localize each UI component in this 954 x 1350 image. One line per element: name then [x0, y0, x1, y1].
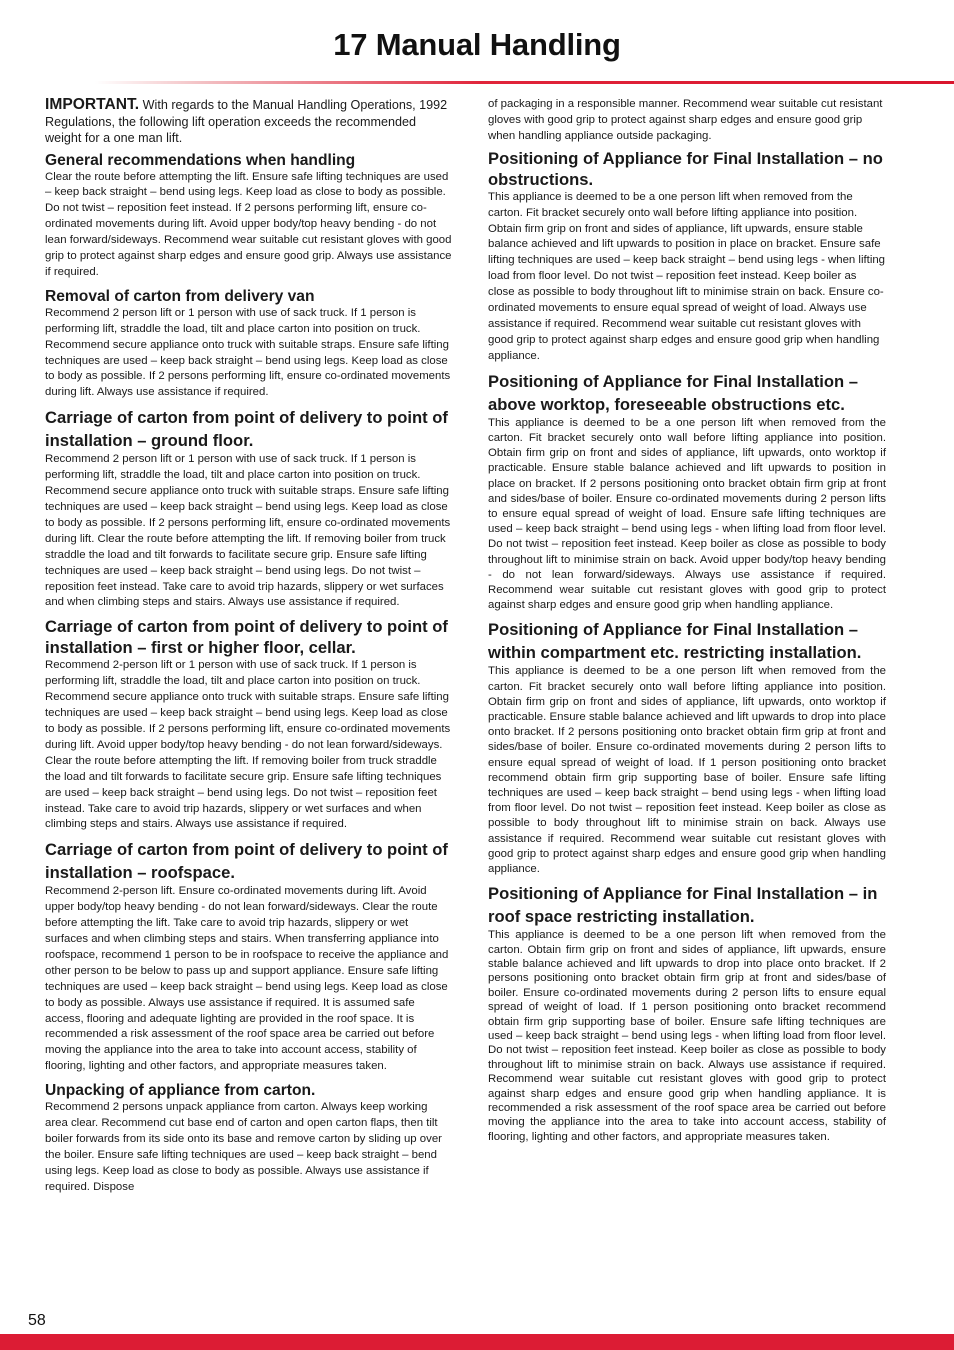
- important-label: IMPORTANT.: [45, 96, 140, 113]
- section-body-within-compartment: This appliance is deemed to be a one person lift when removed from the carton. Fit bracket securely onto wall before lifting appliance into position. Obtain firm grip on front and sides of appliance, lift upwards, onto worktop if practicable. Ensure stable balance achieved and lift upwards to drop into place onto bracket. If 2 persons positioning onto bracket obtain firm grip at front and sides/base of boiler. Ensure co-ordinated movements during 2 person lifts to ensure equal spread of weight of load. If 1 person positioning onto bracket recommend obtain firm grip supporting base of boiler. Ensure safe lifting techniques are used – keep back straight – bend using legs - when lifting load from floor level. Do not twist – reposition feet instead. Keep boiler as close as possible to body throughout lift to minimise strain on back. Always use assistance if required. Recommend wear suitable cut resistant gloves with good grip to protect against sharp edges and ensure good grip when handling appliance.: [488, 665, 886, 875]
- section-body-no-obstructions: This appliance is deemed to be a one person lift when removed from the carton. Fit bracket securely onto wall before lifting appliance into position. Obtain firm grip on front and sides of appliance, lift upwards, ensure stable balance achieved and lift upwards to position in place on bracket. Ensure safe lifting techniques are used – keep back straight – bend using legs - when lifting load from floor level. Do not twist – reposition feet instead. Keep boiler as close as possible to body throughout lift to minimise strain on back. Ensure co-ordinated movements to ensure equal spread of weight of load. Always use assistance if required. Recommend wear suitable cut resistant gloves with good grip to protect against sharp edges and ensure good grip when handling appliance.: [488, 190, 886, 362]
- section-heading-roof-space: Positioning of Appliance for Final Installation – in roof space restricting installation.: [488, 884, 878, 927]
- intro-text: With regards to the Manual Handling Operations, 1992 Regulations, the following lift operation exceeds the recommended weight for a one man lift.: [45, 98, 448, 145]
- section-body-general: Clear the route before attempting the lift. Ensure safe lifting techniques are used – keep back straight – bend using legs. Keep load as close to body as possible. Do not twist – reposition feet instead. If 2 persons performing lift, ensure co-ordinated movements during lift. Avoid upper body/top heavy bending - do not lean forward/sideways. Recommend wear suitable cut resistant gloves with good grip to protect against sharp edges and ensure good grip. Always use assistance if required.: [45, 170, 452, 278]
- left-column: [45, 97, 453, 1196]
- section-body-ground-floor: Recommend 2 person lift or 1 person with use of sack truck. If 1 person is performing lift, straddle the load, tilt and place carton into position on truck. Recommend secure appliance onto truck with suitable straps. Ensure safe lifting techniques are used – keep back straight – bend using legs. Keep load as close to body as possible. If 2 persons performing lift, ensure co-ordinated movements during lift. Clear the route before attempting the lift. If removing boiler from truck straddle the load and tilt forwards to facilitate secure grip. Ensure safe lifting techniques are used – keep back straight – bend using legs. Do not twist – reposition feet instead. Take care to avoid trip hazards, slippery or wet surfaces and when climbing steps and stairs. Always use assistance if required.: [45, 453, 451, 609]
- page-title: 17 Manual Handling: [333, 27, 621, 62]
- section-heading-higher-floor: Carriage of carton from point of delivery to point of installation – first or higher floor, cellar.: [45, 617, 448, 658]
- section-heading-ground-floor: Carriage of carton from point of delivery to point of installation – ground floor.: [45, 408, 448, 451]
- footer-bar: [0, 1334, 954, 1350]
- section-body-above-worktop: This appliance is deemed to be a one person lift when removed from the carton. Fit bracket securely onto wall before lifting appliance into position. Obtain firm grip on front and sides of appliance, lift upwards, onto worktop if practicable. Ensure stable balance achieved and lift upwards to position in place on bracket. If 2 persons positioning onto bracket obtain firm grip at front and sides/base of boiler. Ensure co-ordinated movements during 2 person lifts to ensure equal spread of weight of load. Ensure safe lifting techniques are used – keep back straight – bend using legs - when lifting load from floor level. Do not twist – reposition feet instead. Keep boiler as close as possible to body throughout lift to minimise strain on back. Avoid upper body/top heavy bending - do not lean forward/sideways. Always use assistance if required. Recommend wear suitable cut resistant gloves with good grip to protect against sharp edges and ensure good grip when handling appliance.: [488, 416, 886, 612]
- intro-paragraph: [45, 97, 453, 147]
- section-heading-general: General recommendations when handling: [45, 151, 356, 169]
- continued-unpacking-text: of packaging in a responsible manner. Recommend wear suitable cut resistant gloves with good grip to protect against sharp edges and ensure good grip when handling appliance outside packaging.: [488, 98, 883, 142]
- section-body-higher-floor: Recommend 2-person lift or 1 person with use of sack truck. If 1 person is performing lift, straddle the load, tilt and place carton into position on truck. Recommend secure appliance onto truck with suitable straps. Ensure safe lifting techniques are used – keep back straight – bend using legs. Keep load as close to body as possible. If 2 persons performing lift, ensure co-ordinated movements during lift. Avoid upper body/top heavy bending - do not lean forward/sideways. Clear the route before attempting the lift. If removing boiler from truck straddle the load and tilt forwards to facilitate secure grip. Ensure safe lifting techniques are used – keep back straight – bend using legs. Do not twist – reposition feet instead. Take care to avoid trip hazards, slippery or wet surfaces and when climbing steps and stairs. Always use assistance if required.: [45, 659, 451, 831]
- section-body-roofspace: Recommend 2-person lift. Ensure co-ordinated movements during lift. Avoid upper body/top heavy bending - do not lean forward/sideways. Clear the route before attempting the lift. Take care to avoid trip hazards, slippery or wet surfaces and when climbing steps and stairs. When transferring appliance into roofspace, recommend 1 person to be in roofspace to receive the appliance and other person to be below to pass up and support appliance. Ensure safe lifting techniques are used – keep back straight – bend using legs. Keep load as close to body as possible. Always use assistance if required. It is assumed safe access, flooring and adequate lighting are provided in the roof space. It is recommended a risk assessment of the roof space area be carried out before moving the appliance into the area to take into account access, stability of flooring, lighting and other factors, and appropriate measures taken.: [45, 885, 449, 1073]
- section-heading-removal-van: Removal of carton from delivery van: [45, 287, 315, 305]
- section-heading-roofspace: Carriage of carton from point of delivery to point of installation – roofspace.: [45, 840, 448, 883]
- section-body-roof-space: This appliance is deemed to be a one person lift when removed from the carton. Obtain firm grip on front and sides of appliance, lift upwards, ensure stable balance achieved and lift upwards to drop into place onto bracket. If 2 persons positioning onto bracket obtain firm grip at front and sides/base of boiler. Ensure co-ordinated movements during 2 person lifts to ensure equal spread of weight of load. If 1 person positioning onto bracket recommend obtain firm grip supporting base of boiler. Ensure safe lifting techniques are used – keep back straight – bend using legs - when lifting load from floor level. Do not twist – reposition feet instead. Keep boiler as close as possible to body throughout lift to minimise strain on back. Always use assistance if required. Recommend wear suitable cut resistant gloves with good grip to protect against sharp edges and ensure good grip when handling appliance. It is recommended a risk assessment of the roof space area be carried out before moving the appliance into the area to take into account access, stability of flooring, lighting and other factors, and appropriate measures taken.: [488, 929, 886, 1143]
- section-heading-above-worktop: Positioning of Appliance for Final Installation – above worktop, foreseeable obstructions etc.: [488, 371, 858, 414]
- section-heading-within-compartment: Positioning of Appliance for Final Installation – within compartment etc. restricting installation.: [488, 620, 862, 663]
- title-divider: [95, 81, 954, 84]
- section-heading-unpacking: Unpacking of appliance from carton.: [45, 1082, 316, 1100]
- section-body-unpacking: Recommend 2 persons unpack appliance from carton. Always keep working area clear. Recommend cut base end of carton and open carton flaps, then tilt boiler forwards from its side onto its base and remove carton by sliding up over the boiler. Ensure safe lifting techniques are used – keep back straight – bend using legs. Keep load as close to body as possible. Always use assistance if required. Dispose: [45, 1101, 442, 1193]
- page-number: 58: [28, 1312, 46, 1329]
- section-heading-no-obstructions: Positioning of Appliance for Final Installation – no obstructions.: [488, 148, 883, 189]
- section-body-removal-van: Recommend 2 person lift or 1 person with use of sack truck. If 1 person is performing lift, straddle the load, tilt and place carton into position on truck. Recommend secure appliance onto truck with suitable straps. Ensure safe lifting techniques are used – keep back straight – bend using legs. Keep load as close to body as possible. If 2 persons performing lift, ensure co-ordinated movements during lift. Always use assistance if required.: [45, 306, 451, 399]
- right-column: [488, 97, 886, 1144]
